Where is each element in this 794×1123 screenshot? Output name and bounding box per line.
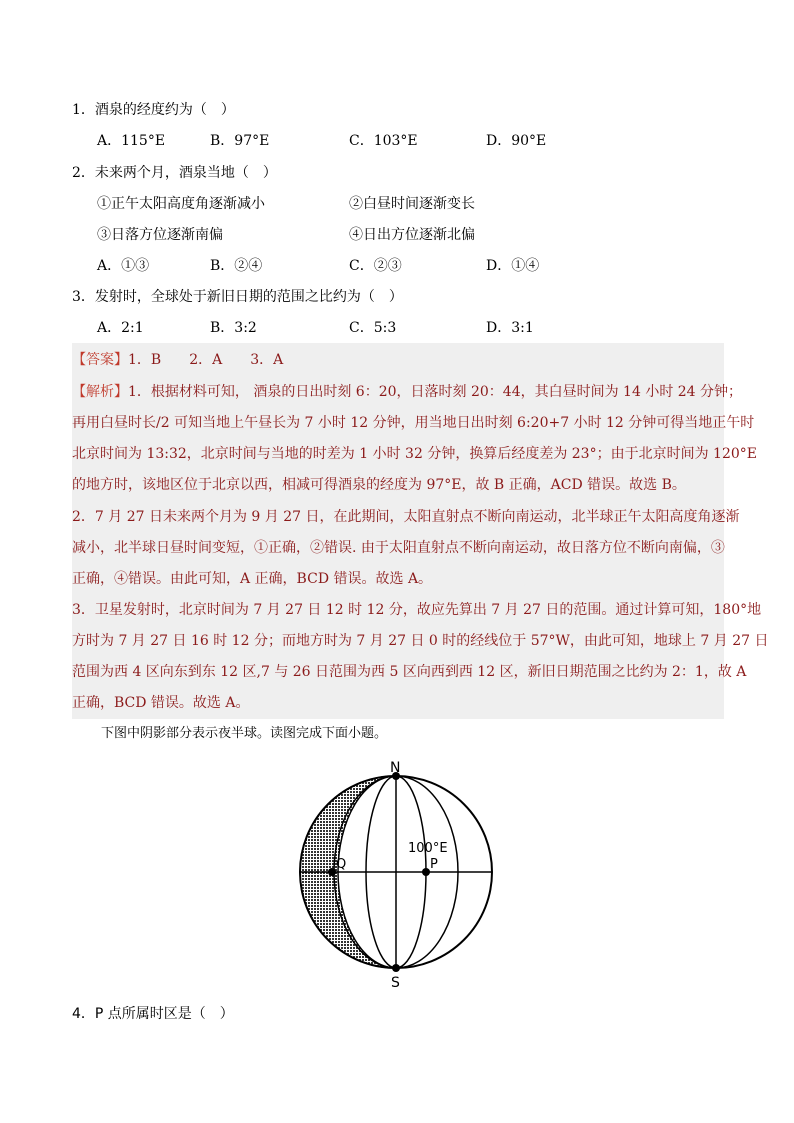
q2-statement-1: ①正午太阳高度角逐渐减小 bbox=[97, 196, 265, 212]
answer-text: 1．B 2．A 3．A bbox=[128, 352, 284, 368]
south-pole-point bbox=[392, 964, 400, 972]
q3-option-a: A．2:1 bbox=[97, 320, 144, 336]
q2-option-a: A．①③ bbox=[97, 258, 150, 274]
analysis-line: 减小，北半球日昼时间变短，①正确，②错误. 由于太阳直射点不断向南运动，故日落方位不断向南偏，③ bbox=[72, 540, 725, 556]
analysis-text: 1．根据材料可知， 酒泉的日出时刻 6：20，日落时刻 20：44，其白昼时间为 14 小时 24 分钟； bbox=[128, 384, 743, 400]
figure-intro: 下图中阴影部分表示夜半球。读图完成下面小题。 bbox=[101, 726, 388, 741]
analysis-line: 2．7 月 27 日未来两个月为 9 月 27 日，在此期间，太阳直射点不断向南运动，北半球正午太阳高度角逐渐 bbox=[72, 509, 740, 525]
q1-option-d: D．90°E bbox=[486, 133, 547, 149]
q1-stem: 1．酒泉的经度约为（ ） bbox=[72, 102, 235, 118]
q1-option-a: A．115°E bbox=[97, 133, 166, 149]
analysis-line: 正确，④错误。由此可知，A 正确，BCD 错误。故选 A。 bbox=[72, 571, 433, 587]
meridian-label: 100°E bbox=[408, 841, 448, 856]
q2-statement-3: ③日落方位逐渐南偏 bbox=[97, 227, 223, 243]
q2-stem: 2．未来两个月，酒泉当地（ ） bbox=[72, 165, 277, 181]
q1-option-b: B．97°E bbox=[210, 133, 270, 149]
point-q-label: Q bbox=[336, 857, 347, 872]
point-p bbox=[422, 868, 430, 876]
analysis-line: 再用白昼时长/2 可知当地上午昼长为 7 小时 12 分钟，用当地日出时刻 6:20+7 小时 12 分钟可得当地正午时 bbox=[72, 415, 755, 431]
answer-line bbox=[72, 350, 283, 370]
q2-statement-4: ④日出方位逐渐北偏 bbox=[349, 227, 475, 243]
q2-option-d: D．①④ bbox=[486, 258, 540, 274]
analysis-line: 的地方时，该地区位于北京以西，相减可得酒泉的经度为 97°E，故 B 正确，ACD 错误。故选 B。 bbox=[72, 477, 686, 493]
north-label: N bbox=[390, 760, 401, 776]
answer-tag: 【答案】 bbox=[72, 352, 128, 368]
q2-statement-2: ②白昼时间逐渐变长 bbox=[349, 196, 475, 212]
q2-option-c: C．②③ bbox=[349, 258, 402, 274]
q4-stem: 4．P 点所属时区是（ ） bbox=[72, 1006, 234, 1022]
analysis-line: 方时为 7 月 27 日 16 时 12 分；而地方时为 7 月 27 日 0 时的经线位于 57°W，由此可知，地球上 7 月 27 日 bbox=[72, 633, 769, 649]
q2-option-b: B．②④ bbox=[210, 258, 263, 274]
q3-option-b: B．3:2 bbox=[210, 320, 257, 336]
analysis-line: 正确，BCD 错误。故选 A。 bbox=[72, 695, 250, 711]
q3-option-d: D．3:1 bbox=[486, 320, 534, 336]
q3-option-c: C．5:3 bbox=[349, 320, 397, 336]
analysis-line bbox=[72, 382, 742, 402]
analysis-line: 范围为西 4 区向东到东 12 区,7 与 26 日范围为西 5 区向西到西 12 区，新旧日期范围之比约为 2：1，故 A bbox=[72, 664, 747, 680]
point-q bbox=[328, 868, 336, 876]
globe-figure bbox=[290, 752, 500, 992]
q3-stem: 3．发射时，全球处于新旧日期的范围之比约为（ ） bbox=[72, 289, 403, 305]
analysis-line: 3．卫星发射时，北京时间为 7 月 27 日 12 时 12 分，故应先算出 7 月 27 日的范围。通过计算可知，180°地 bbox=[72, 602, 762, 618]
analysis-line: 北京时间为 13:32，北京时间与当地的时差为 1 小时 32 分钟，换算后经度差为 23°；由于北京时间为 120°E bbox=[72, 446, 757, 462]
analysis-tag: 【解析】 bbox=[72, 384, 128, 400]
q1-option-c: C．103°E bbox=[349, 133, 418, 149]
south-label: S bbox=[391, 975, 400, 991]
point-p-label: P bbox=[430, 857, 438, 872]
